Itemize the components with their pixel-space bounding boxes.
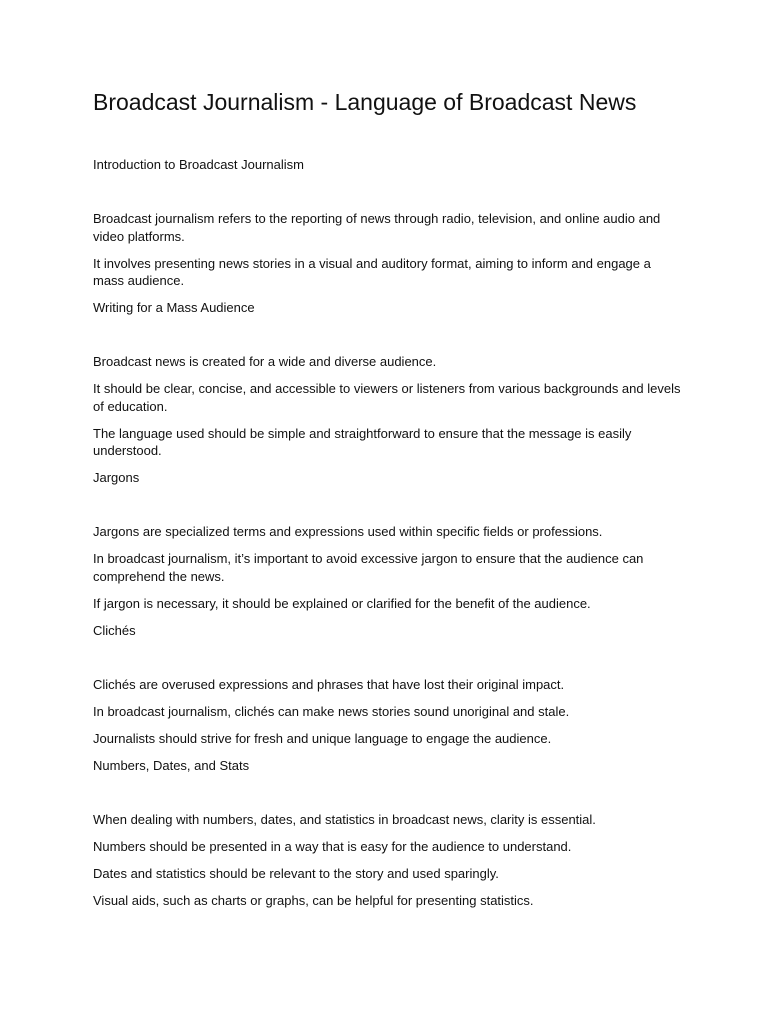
- paragraph: Visual aids, such as charts or graphs, can be helpful for presenting statistics.: [93, 892, 534, 908]
- paragraph: Numbers should be presented in a way that is easy for the audience to understand.: [93, 838, 572, 854]
- paragraph: Clichés are overused expressions and phrases that have lost their original impact.: [93, 676, 565, 692]
- document-body: [93, 156, 683, 919]
- paragraph: In broadcast journalism, it’s important to avoid excessive jargon to ensure that the audience can comprehend the news.: [93, 551, 644, 584]
- section-heading: Jargons: [93, 470, 140, 485]
- document-title: Broadcast Journalism - Language of Broadcast News: [93, 89, 637, 115]
- paragraph: It involves presenting news stories in a visual and auditory format, aiming to inform and engage a mass audience.: [93, 255, 651, 288]
- paragraph: Broadcast journalism refers to the reporting of news through radio, television, and online audio and video platforms.: [93, 211, 661, 244]
- paragraph: Broadcast news is created for a wide and diverse audience.: [93, 354, 437, 369]
- paragraph: Dates and statistics should be relevant to the story and used sparingly.: [93, 865, 499, 881]
- paragraph: It should be clear, concise, and accessible to viewers or listeners from various backgrounds and levels of education.: [93, 381, 681, 414]
- paragraph: If jargon is necessary, it should be explained or clarified for the benefit of the audience.: [93, 595, 591, 611]
- section-heading: Introduction to Broadcast Journalism: [93, 157, 304, 172]
- paragraph: Journalists should strive for fresh and unique language to engage the audience.: [93, 730, 552, 746]
- paragraph: The language used should be simple and straightforward to ensure that the message is easily understood.: [93, 425, 632, 458]
- section-heading: Numbers, Dates, and Stats: [93, 757, 250, 773]
- paragraph: In broadcast journalism, clichés can make news stories sound unoriginal and stale.: [93, 703, 570, 719]
- section-heading: Writing for a Mass Audience: [93, 300, 255, 315]
- paragraph: When dealing with numbers, dates, and statistics in broadcast news, clarity is essential.: [93, 811, 596, 827]
- paragraph: Jargons are specialized terms and expressions used within specific fields or professions.: [93, 524, 603, 539]
- section-heading: Clichés: [93, 622, 136, 638]
